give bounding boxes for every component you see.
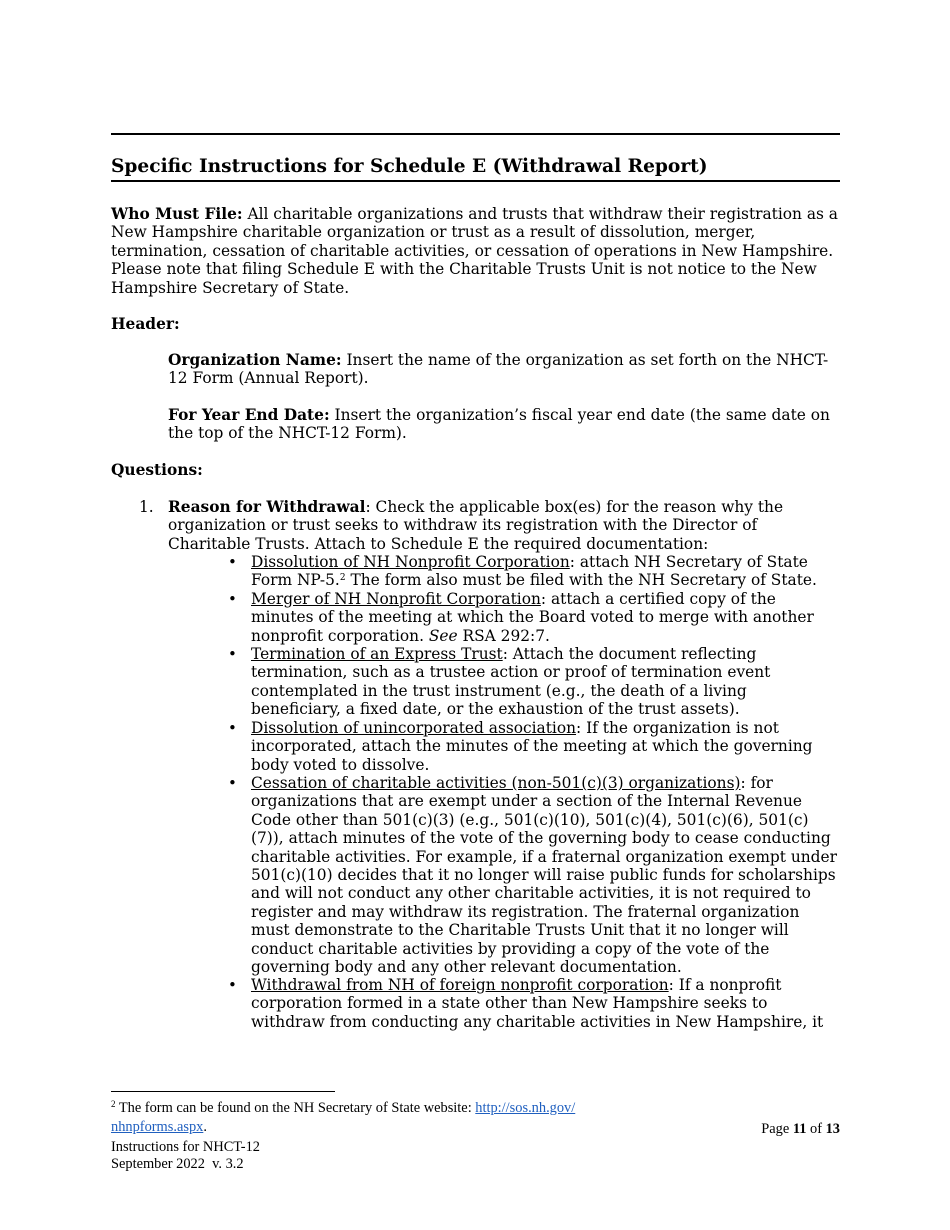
bullet-text: : Attach the document reflecting termination, such as a trustee action or proof of termination event contemplated in the trust instrument (e.g., the death of a living beneficiary, a fixed date, or the exhaustion of the trust assets). — [251, 645, 771, 719]
year-end-label: For Year End Date: — [168, 406, 330, 424]
top-rule — [111, 133, 840, 135]
questions-label: Questions: — [111, 461, 203, 479]
bullet-text: : If a nonprofit corporation formed in a state other than New Hampshire seeks to withdraw from conducting any charitable activities in New Hampshire, it — [251, 976, 824, 1031]
footnote-end: . — [203, 1119, 207, 1135]
bullet-text: : attach NH Secretary of State Form NP-5. — [251, 553, 808, 590]
bullet-title: Merger of NH Nonprofit Corporation — [251, 590, 541, 608]
footnote-separator — [111, 1091, 335, 1092]
bullet-marker: • — [228, 774, 237, 792]
page-current: 11 — [792, 1121, 807, 1137]
bullet-text: : If the organization is not incorporated, attach the minutes of the meeting at which the governing body voted to dissolve. — [251, 719, 813, 774]
bullet-item-unincorporated — [251, 719, 841, 774]
bullet-text-continued: The form also must be filed with the NH Secretary of State. — [345, 571, 817, 590]
year-end-paragraph — [168, 406, 840, 443]
question-1-label: Reason for Withdrawal — [168, 498, 366, 516]
org-name-paragraph — [168, 351, 840, 388]
footnote-link[interactable]: http://sos.nh.gov/ — [475, 1100, 576, 1116]
bullet-title: Dissolution of unincorporated association — [251, 719, 577, 737]
question-1-text: : Check the applicable box(es) for the reason why the organization or trust seeks to withdraw its registration with the Director of Charitable Trusts. Attach to Schedule E the required documentation: — [168, 498, 784, 553]
page-of: of — [806, 1121, 826, 1137]
org-name-label: Organization Name: — [168, 351, 342, 369]
bullet-text: : for organizations that are exempt under a section of the Internal Revenue Code other than 501(c)(3) (e.g., 501(c)(10), 501(c)(4), 501(c)(6), 501(c) (7)), attach minutes of the vote of the governing body to cease conducting charitable activities. For example, if a fraternal organization exempt under 501(c)(10) decides that it no longer will raise public funds for scholarships and will not conduct any other charitable activities, it is not required to register and may withdraw its registration. The fraternal organization must demonstrate to the Charitable Trusts Unit that it no longer will conduct charitable activities by providing a copy of the vote of the governing body and any other relevant documentation. — [251, 774, 837, 977]
bullet-title: Termination of an Express Trust — [251, 645, 503, 663]
bullet-italic-see: See — [428, 626, 458, 645]
footnote-continued — [111, 1118, 207, 1136]
footer-doc-title: Instructions for NHCT-12 — [111, 1139, 260, 1155]
bullet-title: Cessation of charitable activities (non-501(c)(3) organizations) — [251, 774, 741, 792]
footnote-marker: 2 — [111, 1099, 116, 1109]
bullet-item-foreign-withdrawal — [251, 976, 841, 1031]
who-must-file-label: Who Must File: — [111, 205, 243, 223]
bullet-marker: • — [228, 976, 237, 994]
footnote-link-continued[interactable]: nhnpforms.aspx — [111, 1119, 204, 1135]
bullet-item-dissolution-nh — [251, 553, 841, 590]
bullet-title: Dissolution of NH Nonprofit Corporation — [251, 553, 570, 571]
bullet-title: Withdrawal from NH of foreign nonprofit corporation — [251, 976, 669, 994]
bullet-marker: • — [228, 553, 237, 571]
bullet-item-express-trust — [251, 645, 841, 719]
footnote-reference: 2 — [339, 573, 346, 584]
footnote — [111, 1099, 651, 1117]
bullet-marker: • — [228, 590, 237, 608]
bullet-text: : attach a certified copy of the minutes of the meeting at which the Board voted to merge with another nonprofit corporation. — [251, 590, 814, 645]
who-must-file-text: All charitable organizations and trusts that withdraw their registration as a New Hampshire charitable organization or trust as a result of dissolution, merger, termination, cessation of charitable activities, or cessation of operations in New Hampshire. Please note that filing Schedule E with the Charitable Trusts Unit is not notice to the New Hampshire Secretary of State. — [111, 205, 838, 297]
footnote-text: The form can be found on the NH Secretary of State website: — [115, 1100, 476, 1116]
bullet-marker: • — [228, 645, 237, 663]
question-1-paragraph — [168, 498, 840, 553]
bullet-text-continued: RSA 292:7. — [457, 626, 550, 645]
page-total: 13 — [825, 1121, 840, 1137]
footer-version: September 2022 v. 3.2 — [111, 1156, 244, 1172]
bullet-item-cessation — [251, 774, 841, 976]
page-number — [760, 1120, 840, 1138]
page-label: Page — [761, 1121, 793, 1137]
header-section-label: Header: — [111, 315, 180, 333]
bullet-marker: • — [228, 719, 237, 737]
who-must-file-paragraph — [111, 205, 840, 297]
question-1-number: 1. — [139, 498, 154, 516]
page-heading: Specific Instructions for Schedule E (Withdrawal Report) — [111, 156, 708, 177]
bullet-item-merger — [251, 590, 841, 645]
year-end-text: Insert the organization’s fiscal year end date (the same date on the top of the NHCT-12 Form). — [168, 406, 830, 443]
heading-underline — [111, 180, 840, 182]
org-name-text: Insert the name of the organization as set forth on the NHCT-12 Form (Annual Report). — [168, 351, 829, 388]
